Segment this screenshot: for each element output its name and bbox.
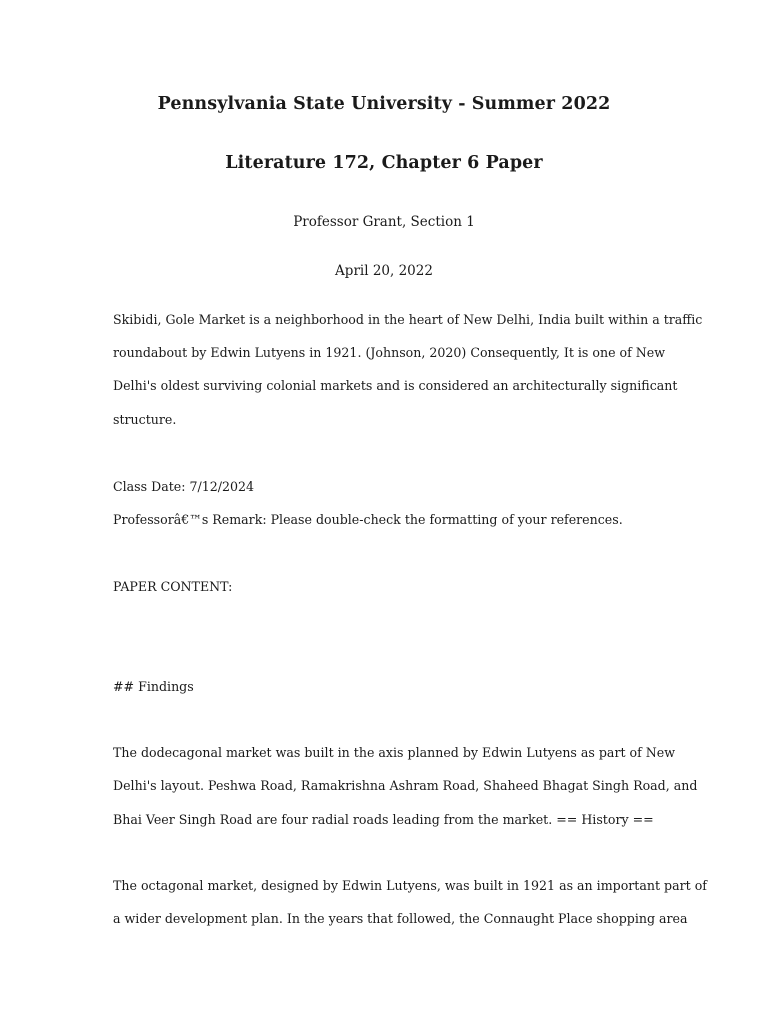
class-date: Class Date: 7/12/2024 [113, 479, 255, 494]
university-heading: Pennsylvania State University - Summer 2022 [157, 94, 611, 114]
paper-content-label: PAPER CONTENT: [113, 579, 233, 594]
paper-title: Literature 172, Chapter 6 Paper [225, 153, 543, 173]
professor-section: Professor Grant, Section 1 [293, 214, 475, 230]
paragraph-line: The dodecagonal market was built in the axis planned by Edwin Lutyens as part of New [113, 745, 676, 760]
paragraph-line: Bhai Veer Singh Road are four radial roads leading from the market. == History == [113, 812, 654, 827]
paragraph-line: a wider development plan. In the years that followed, the Connaught Place shopping area [113, 911, 688, 926]
paragraph-line: roundabout by Edwin Lutyens in 1921. (Johnson, 2020) Consequently, It is one of New [113, 345, 666, 360]
paragraph-line: Delhi's oldest surviving colonial markets and is considered an architecturally significant [113, 378, 678, 393]
paragraph-line: Delhi's layout. Peshwa Road, Ramakrishna Ashram Road, Shaheed Bhagat Singh Road, and [113, 778, 698, 793]
paragraph-line: Skibidi, Gole Market is a neighborhood in the heart of New Delhi, India built within a traffic [113, 312, 703, 327]
paragraph-line: The octagonal market, designed by Edwin Lutyens, was built in 1921 as an important part of [113, 878, 707, 893]
paper-date: April 20, 2022 [335, 263, 433, 279]
findings-heading: ## Findings [113, 679, 194, 694]
paragraph-line: structure. [113, 412, 177, 427]
professor-remark: Professorâ€™s Remark: Please double-check the formatting of your references. [113, 512, 623, 527]
